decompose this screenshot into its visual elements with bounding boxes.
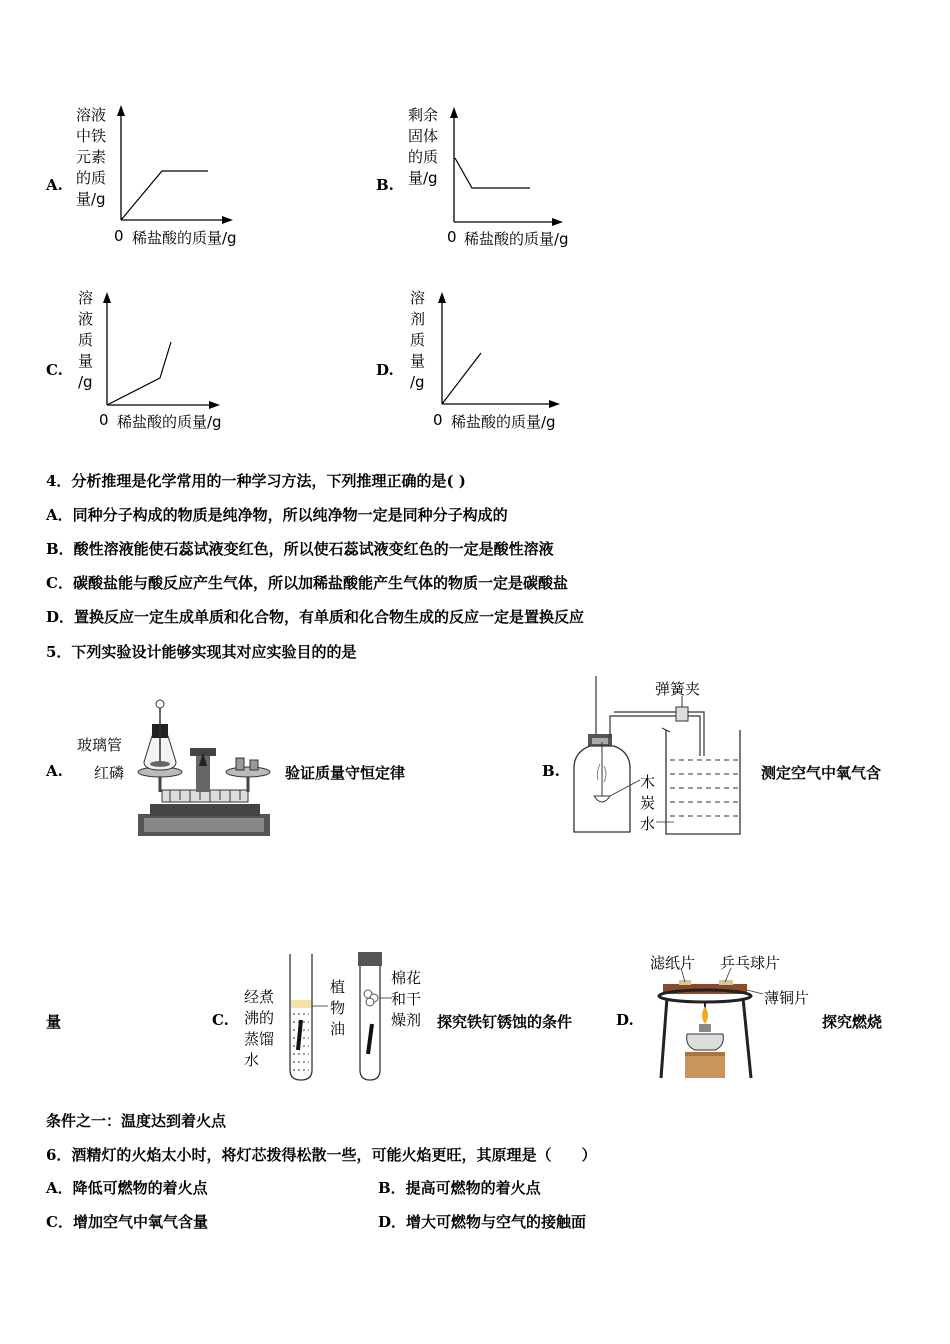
graph-c	[40, 285, 280, 435]
q5-d-purpose-cont: 条件之一：温度达到着火点	[46, 1112, 227, 1130]
q5-b-purpose: 测定空气中氧气含	[761, 764, 882, 782]
graph-d	[370, 285, 610, 435]
y-label-line: 液	[78, 310, 94, 328]
test-tubes-figure	[280, 950, 390, 1082]
q5-c-purpose: 探究铁钉锈蚀的条件	[437, 1013, 573, 1031]
y-label-line: 溶	[78, 289, 94, 307]
balance-figure	[130, 700, 280, 840]
x-axis-label: 稀盐酸的质量/g	[464, 230, 569, 248]
label-line: 油	[330, 1020, 346, 1038]
y-label-line: 元素	[76, 148, 107, 166]
label-copper-sheet: 薄铜片	[764, 989, 810, 1007]
label-cotton-desiccant	[391, 968, 421, 1031]
y-label-line: 量	[410, 352, 426, 370]
x-axis-label: 稀盐酸的质量/g	[132, 229, 237, 247]
label-line: 和干	[391, 990, 422, 1008]
q4-stem: 4．分析推理是化学常用的一种学习方法，下列推理正确的是( )	[46, 472, 466, 490]
origin-label: 0	[114, 227, 124, 245]
q6-option-b: B．提高可燃物的着火点	[378, 1179, 541, 1197]
y-label-line: 中铁	[76, 127, 107, 145]
y-label-line: 溶	[410, 289, 426, 307]
label-line: 棉花	[391, 969, 422, 987]
q6-option-c: C．增加空气中氧气含量	[46, 1213, 208, 1231]
label-line: 蒸馏	[244, 1030, 275, 1048]
y-label-line: 量	[78, 352, 94, 370]
y-label-line: 固体	[408, 127, 439, 145]
label-pingpong-piece: 乒乓球片	[720, 954, 781, 972]
oxygen-apparatus-figure	[570, 676, 760, 841]
q5-b-purpose-cont: 量	[46, 1013, 62, 1031]
y-label-line: 质	[410, 331, 426, 349]
q5-a-letter: A.	[46, 762, 63, 780]
q5-a-purpose: 验证质量守恒定律	[285, 764, 406, 782]
label-charcoal-2: 炭	[640, 794, 656, 812]
q6-stem: 6．酒精灯的火焰太小时，将灯芯拨得松散一些，可能火焰更旺，其原理是（ ）	[46, 1146, 597, 1164]
q4-option-c: C．碳酸盐能与酸反应产生气体，所以加稀盐酸能产生气体的物质一定是碳酸盐	[46, 574, 568, 592]
graph-b	[370, 100, 610, 250]
label-line: 水	[244, 1051, 260, 1069]
option-letter: B.	[376, 176, 394, 194]
label-charcoal-1: 木	[640, 773, 656, 791]
q4-option-d: D．置换反应一定生成单质和化合物，有单质和化合物生成的反应一定是置换反应	[46, 608, 585, 626]
label-line: 植	[330, 978, 346, 996]
label-line: 经煮	[244, 988, 275, 1006]
x-axis-label: 稀盐酸的质量/g	[117, 413, 222, 431]
y-label-line: 的质	[408, 148, 439, 166]
graph-a	[40, 100, 280, 250]
y-label-line: 量/g	[408, 169, 438, 187]
option-letter: A.	[46, 176, 63, 194]
y-label-line: /g	[410, 373, 425, 391]
option-letter: C.	[46, 361, 63, 379]
q5-stem: 5．下列实验设计能够实现其对应实验目的的是	[46, 643, 357, 661]
y-label-line: /g	[78, 373, 93, 391]
q4-option-b: B．酸性溶液能使石蕊试液变红色，所以使石蕊试液变红色的一定是酸性溶液	[46, 540, 554, 558]
label-filter-paper: 滤纸片	[650, 954, 696, 972]
y-label-line: 量/g	[76, 190, 106, 208]
y-label-line: 的质	[76, 169, 107, 187]
q6-option-a: A．降低可燃物的着火点	[46, 1179, 208, 1197]
label-water: 水	[640, 815, 656, 833]
y-label-line: 质	[78, 331, 94, 349]
option-letter: D.	[376, 361, 394, 379]
origin-label: 0	[447, 228, 457, 246]
origin-label: 0	[99, 411, 109, 429]
origin-label: 0	[433, 411, 443, 429]
label-spring-clip: 弹簧夹	[655, 680, 701, 698]
label-red-phosphorus: 红磷	[94, 764, 125, 782]
label-line: 燥剂	[391, 1011, 422, 1029]
y-label-line: 溶液	[76, 106, 107, 124]
y-label-line: 剩余	[408, 106, 439, 124]
combustion-figure	[655, 972, 765, 1084]
label-boiled-water	[244, 987, 274, 1071]
q4-option-a: A．同种分子构成的物质是纯净物，所以纯净物一定是同种分子构成的	[46, 506, 508, 524]
x-axis-label: 稀盐酸的质量/g	[451, 413, 556, 431]
q5-c-letter: C.	[212, 1011, 229, 1029]
q6-option-d: D．增大可燃物与空气的接触面	[378, 1213, 587, 1231]
q5-b-letter: B.	[542, 762, 560, 780]
label-line: 物	[330, 999, 346, 1017]
label-glass-tube: 玻璃管	[77, 736, 123, 754]
q5-d-purpose: 探究燃烧	[822, 1013, 883, 1031]
q5-d-letter: D.	[616, 1011, 634, 1029]
label-line: 沸的	[244, 1009, 275, 1027]
y-label-line: 剂	[410, 310, 426, 328]
